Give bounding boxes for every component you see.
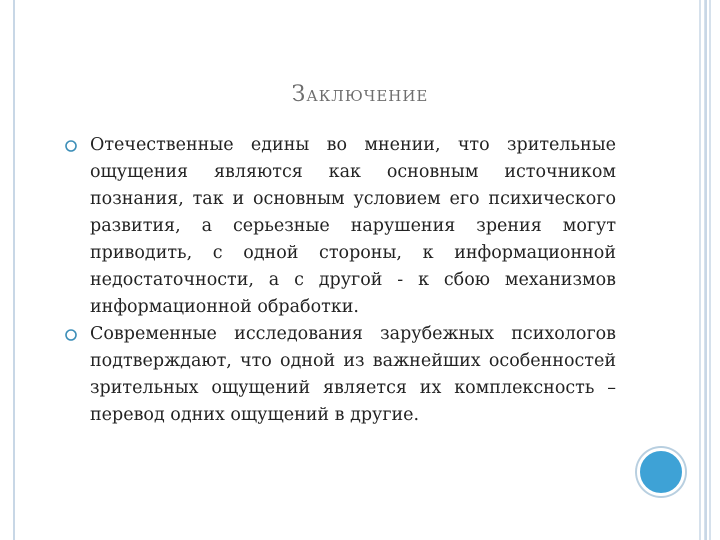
bullet-item: [64, 132, 616, 321]
bullet-item: [64, 321, 616, 429]
decorative-circle: [637, 448, 685, 496]
bullet-list: [64, 132, 616, 429]
side-decoration-lines: [696, 0, 720, 540]
slide-title: Заключение: [291, 82, 429, 107]
bullet-text: Современные исследования зарубежных психологов подтверждают, что одной из важнейших особенностей зрительных ощущений является их комплексность – перевод одних ощущений в другие.: [90, 324, 616, 425]
hollow-circle-bullet-icon: [64, 328, 78, 342]
bullet-text: Отечественные едины во мнении, что зрительные ощущения являются как основным источником познания, так и основным условием его психического развития, а серьезные нарушения зрения могут приводить, с одной стороны, к информационной недостаточности, а с другой - к сбою механизмов информационной обработки.: [90, 135, 616, 317]
hollow-circle-bullet-icon: [64, 139, 78, 153]
